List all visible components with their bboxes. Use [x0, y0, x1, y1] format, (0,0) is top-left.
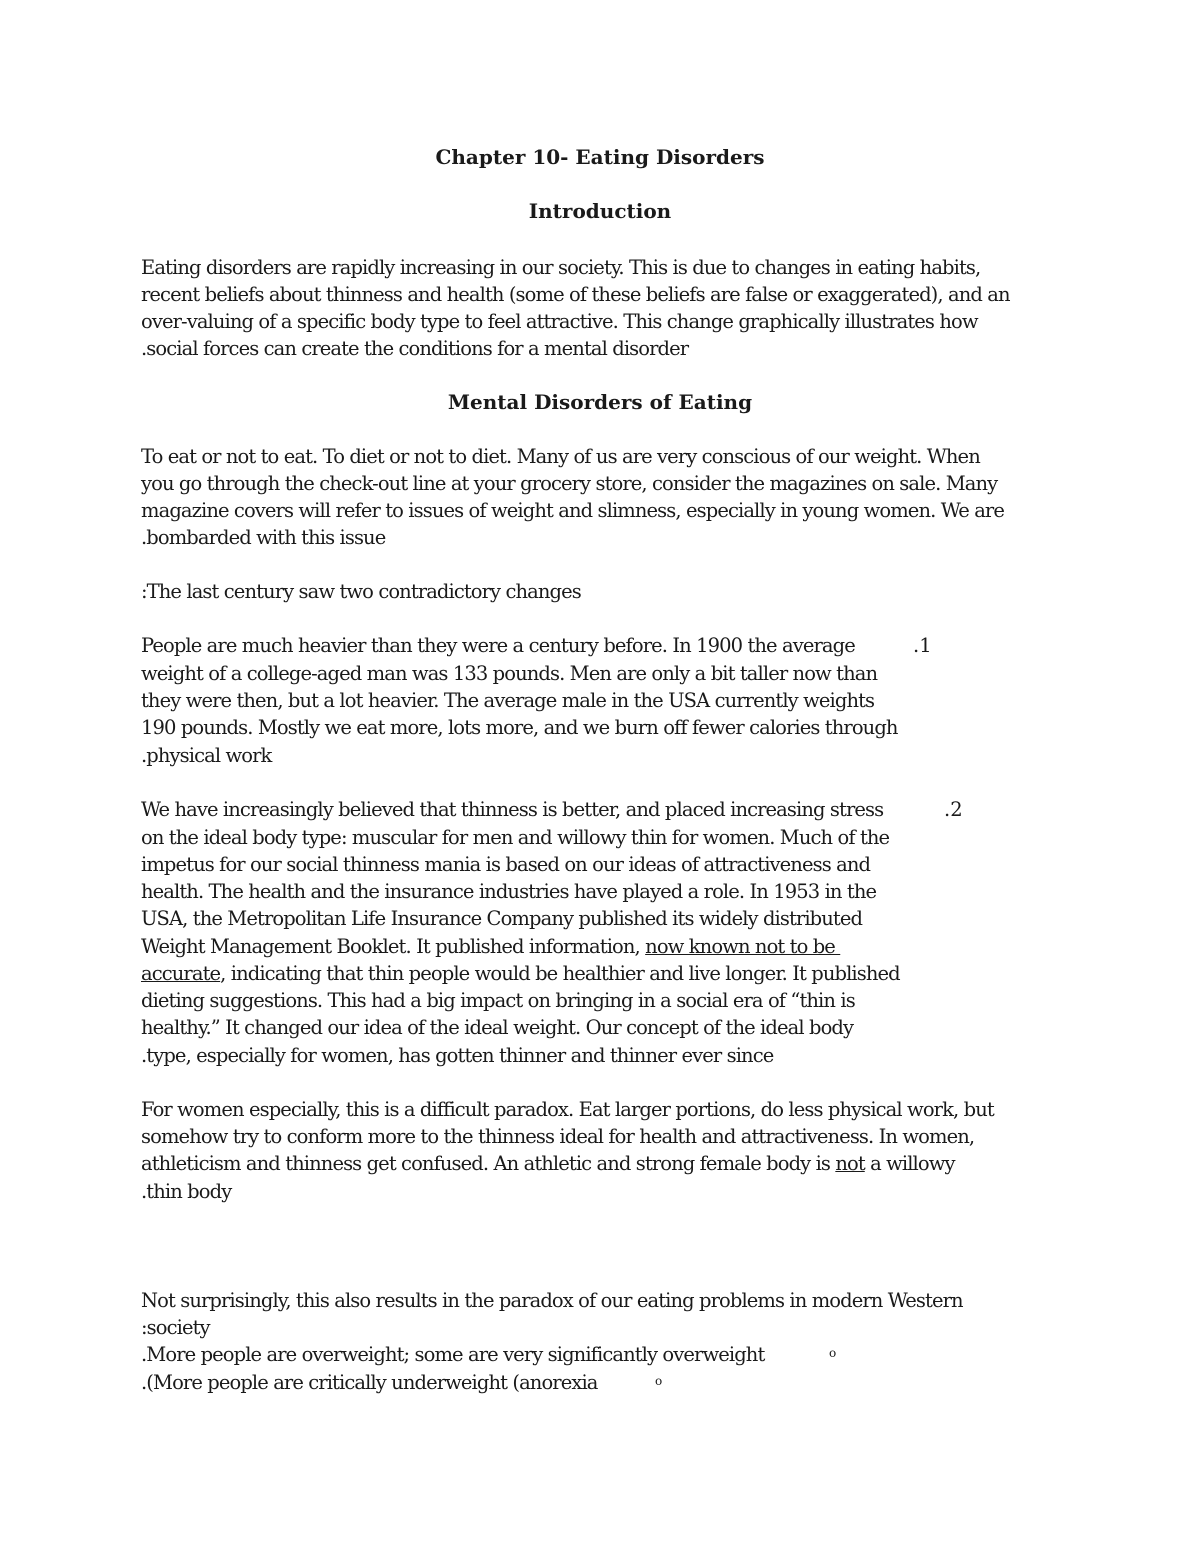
underlined-text: accurate [141, 962, 221, 985]
mental-line: you go through the check-out line at your grocery store, consider the magazines on sale. Many [141, 472, 998, 495]
intro-line: over-valuing of a specific body type to feel attractive. This change graphically illustrates how [141, 310, 978, 333]
list-number-2: .2 [944, 798, 963, 821]
item2-line: health. The health and the insurance industries have played a role. In 1953 in the [141, 880, 877, 903]
mental-line: magazine covers will refer to issues of weight and slimness, especially in young women. We are [141, 499, 1004, 522]
women-line: .thin body [141, 1180, 232, 1203]
item2-line: USA, the Metropolitan Life Insurance Company published its widely distributed [141, 907, 863, 930]
mental-line: .bombarded with this issue [141, 526, 386, 549]
item2-line: healthy.” It changed our idea of the ideal weight. Our concept of the ideal body [141, 1016, 854, 1039]
item1-line: People are much heavier than they were a century before. In 1900 the average [141, 634, 855, 657]
women-line: somehow try to conform more to the thinness ideal for health and attractiveness. In women, [141, 1125, 975, 1148]
intro-line: Eating disorders are rapidly increasing in our society. This is due to changes in eating habits, [141, 256, 981, 279]
women-line: For women especially, this is a difficult paradox. Eat larger portions, do less physical work, but [141, 1098, 994, 1121]
item1-line: .physical work [141, 744, 272, 767]
underlined-text: now known not to be [645, 935, 841, 958]
list-number-1: .1 [913, 634, 932, 657]
underlined-text: not [835, 1152, 865, 1175]
item1-line: weight of a college-aged man was 133 pounds. Men are only a bit taller now than [141, 662, 878, 685]
item2-line: impetus for our social thinness mania is based on our ideas of attractiveness and [141, 853, 871, 876]
paradox-line: :society [141, 1316, 210, 1339]
mental-line: To eat or not to eat. To diet or not to diet. Many of us are very conscious of our weight. When [141, 445, 980, 468]
item2-line: .type, especially for women, has gotten thinner and thinner ever since [141, 1044, 774, 1067]
item2-line: on the ideal body type: muscular for men and willowy thin for women. Much of the [141, 826, 890, 849]
intro-line: recent beliefs about thinness and health (some of these beliefs are false or exaggerated), and an [141, 283, 1010, 306]
women-text: a willowy [864, 1152, 955, 1175]
item2-text: , indicating that thin people would be healthier and live longer. It published [220, 962, 900, 985]
bullet-item: .(More people are critically underweight (anorexia [141, 1371, 598, 1394]
item2-text: Weight Management Booklet. It published information, [141, 935, 646, 958]
item2-line [141, 962, 900, 986]
bullet-item: .More people are overweight; some are very significantly overweight [141, 1343, 765, 1366]
item1-line: they were then, but a lot heavier. The average male in the USA currently weights [141, 689, 875, 712]
women-line [141, 1152, 955, 1176]
bullet-icon: o [829, 1346, 837, 1360]
paradox-line: Not surprisingly, this also results in the paradox of our eating problems in modern Western [141, 1289, 963, 1312]
item2-line [141, 935, 840, 959]
mental-heading: Mental Disorders of Eating [447, 390, 753, 414]
bullet-icon: o [655, 1374, 663, 1388]
intro-heading: Introduction [528, 199, 672, 223]
page-title: Chapter 10- Eating Disorders [435, 145, 765, 169]
item1-line: 190 pounds. Mostly we eat more, lots more, and we burn off fewer calories through [141, 716, 898, 739]
intro-line: .social forces can create the conditions for a mental disorder [141, 337, 689, 360]
women-text: athleticism and thinness get confused. An athletic and strong female body is [141, 1152, 836, 1175]
changes-intro: :The last century saw two contradictory changes [141, 580, 581, 603]
item2-line: dieting suggestions. This had a big impact on bringing in a social era of “thin is [141, 989, 855, 1012]
item2-line: We have increasingly believed that thinness is better, and placed increasing stress [141, 798, 884, 821]
